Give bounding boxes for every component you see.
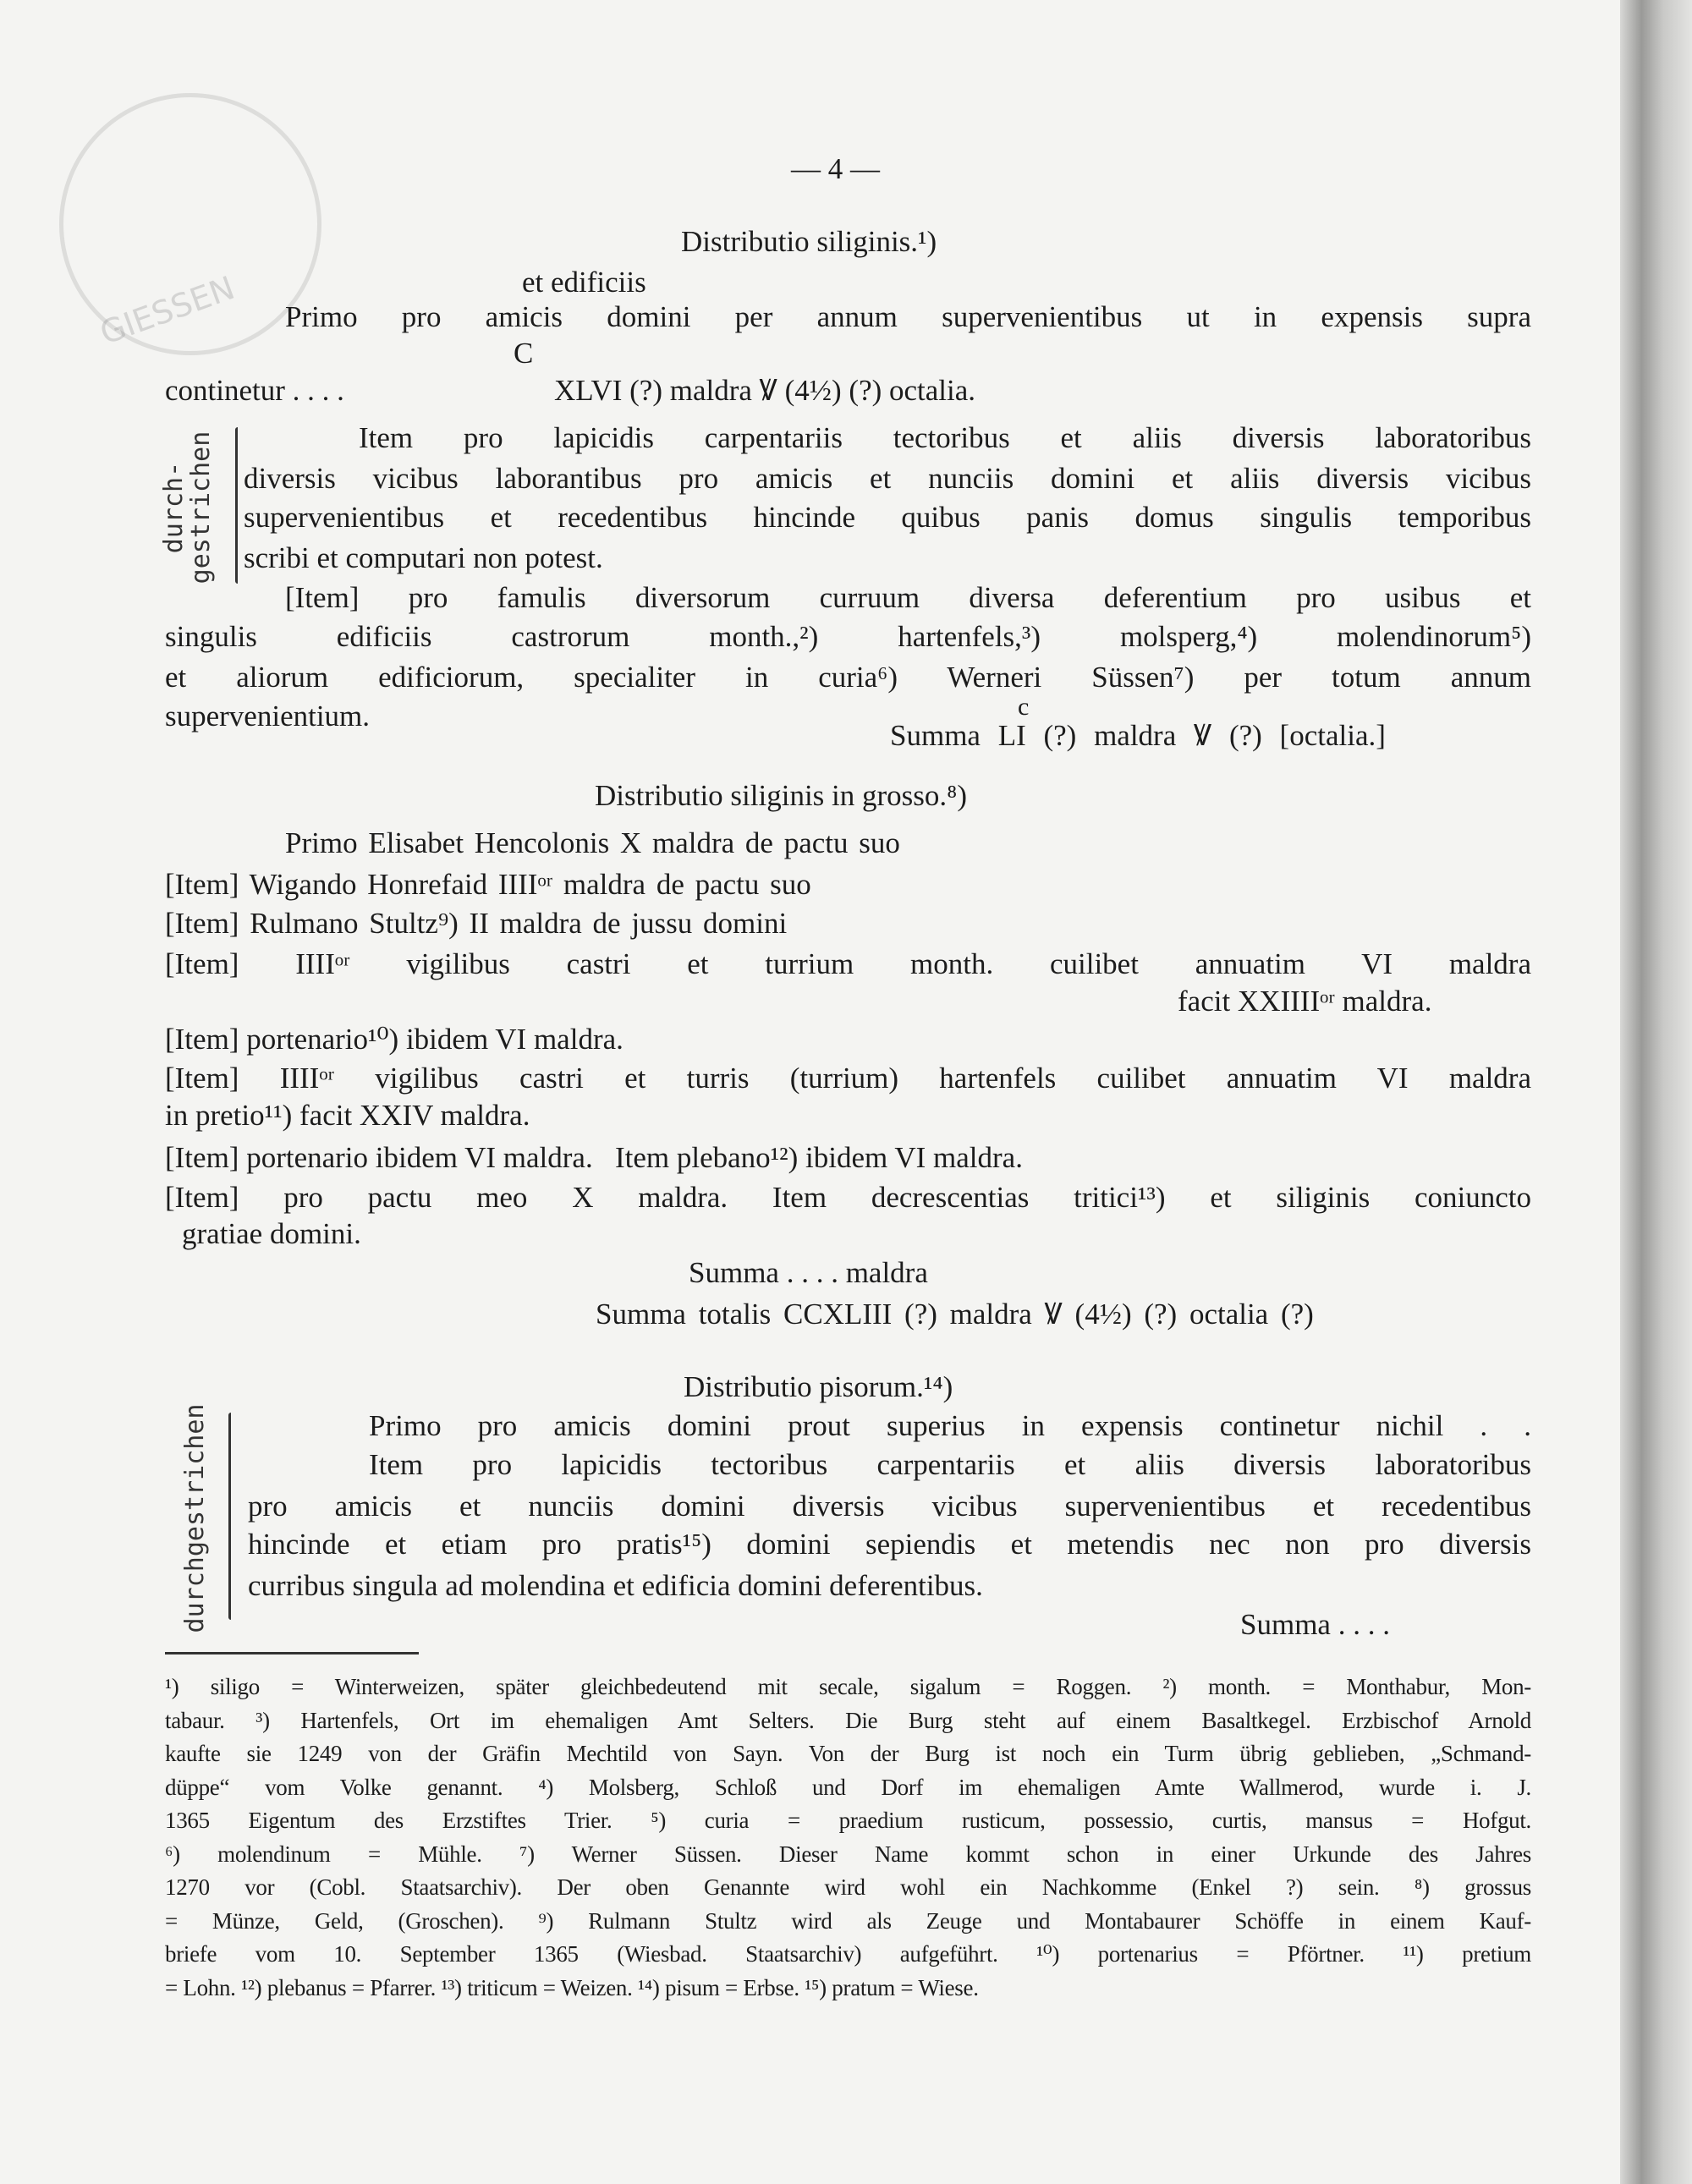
- text-line: Item pro lapicidis carpentariis tectoribus et aliis diversis laboratoribus: [359, 421, 1531, 454]
- text-line: Primo Elisabet Hencolonis X maldra de pactu suo: [285, 826, 900, 859]
- footnote-line: düppe“ vom Volke genannt. ⁴) Molsberg, Schloß und Dorf im ehemaligen Amte Wallmerod, wurde i. J.: [165, 1775, 1531, 1800]
- text-line: facit XXIIIIᵒʳ maldra.: [1178, 985, 1432, 1018]
- text-line: Primo pro amicis domini prout superius in expensis continetur nichil . .: [369, 1409, 1531, 1442]
- footnote-line: briefe vom 10. September 1365 (Wiesbad. Staatsarchiv) aufgeführt. ¹⁰) portenarius = Pförtner. ¹¹) pretium: [165, 1941, 1531, 1967]
- footnote-line: ¹) siligo = Winterweizen, später gleichbedeutend mit secale, sigalum = Roggen. ²) month. = Monthabur, Mon-: [165, 1674, 1531, 1699]
- text-line: [Item] IIIIᵒʳ vigilibus castri et turrium month. cuilibet annuatim VI maldra: [165, 947, 1531, 980]
- text-line: Primo pro amicis domini per annum supervenientibus ut in expensis supra: [285, 300, 1531, 333]
- side-note-struck: durchgestrichen: [180, 1403, 210, 1633]
- text-line: diversis vicibus laborantibus pro amicis et nunciis domini et aliis diversis vicibus: [244, 462, 1531, 495]
- text-line: continetur . . . .: [165, 374, 344, 407]
- section-heading: Distributio pisorum.¹⁴): [684, 1370, 953, 1403]
- text-line: scribi et computari non potest.: [244, 541, 603, 574]
- text-line: pro amicis et nunciis domini diversis vicibus supervenientibus et recedentibus: [248, 1490, 1531, 1523]
- text-line: [Item] portenario ibidem VI maldra. Item plebano¹²) ibidem VI maldra.: [165, 1141, 1023, 1174]
- text-line: XLVI (?) maldra Ꝟ (4½) (?) octalia.: [554, 374, 976, 407]
- section-heading: Distributio siliginis in grosso.⁸): [595, 779, 968, 812]
- footnote-line: 1270 vor (Cobl. Staatsarchiv). Der oben Genannte wird wohl ein Nachkomme (Enkel ?) sein. ⁸) grossus: [165, 1874, 1531, 1900]
- text-line: [Item] Wigando Honrefaid IIIIᵒʳ maldra de pactu suo: [165, 868, 811, 901]
- summa-line: Summa LI (?) maldra Ꝟ (?) [octalia.]: [890, 719, 1386, 752]
- text-line: [Item] pro famulis diversorum curruum diversa deferentium pro usibus et: [285, 581, 1531, 614]
- section-heading: Distributio siliginis.¹): [681, 225, 937, 258]
- text-line: in pretio¹¹) facit XXIV maldra.: [165, 1099, 530, 1132]
- summa-totalis: Summa totalis CCXLIII (?) maldra Ꝟ (4½) (?) octalia (?): [596, 1298, 1314, 1331]
- footnote-line: ⁶) molendinum = Mühle. ⁷) Werner Süssen. Dieser Name kommt schon in einer Urkunde des Jahres: [165, 1841, 1531, 1867]
- text-line: gratiae domini.: [182, 1217, 361, 1250]
- text-line: [Item] portenario¹⁰) ibidem VI maldra.: [165, 1023, 624, 1056]
- text-line: curribus singula ad molendina et edificia domini deferentibus.: [248, 1569, 983, 1602]
- footnote-separator: [165, 1652, 419, 1654]
- text-line: supervenientibus et recedentibus hincinde quibus panis domus singulis temporibus: [244, 501, 1531, 534]
- text-line: singulis edificiis castrorum month.,²) hartenfels,³) molsperg,⁴) molendinorum⁵): [165, 620, 1531, 653]
- text-line: et aliorum edificiorum, specialiter in curia⁶) Werneri Süssen⁷) per totum annum: [165, 661, 1531, 694]
- text-line: [Item] Rulmano Stultz⁹) II maldra de jussu domini: [165, 907, 788, 940]
- interlinear-insert: c: [1018, 693, 1030, 721]
- footnote-line: 1365 Eigentum des Erzstiftes Trier. ⁵) curia = praedium rusticum, possessio, curtis, mansus = Hofgut.: [165, 1808, 1531, 1833]
- text-line: [Item] IIIIᵒʳ vigilibus castri et turris (turrium) hartenfels cuilibet annuatim VI maldra: [165, 1062, 1531, 1095]
- footnote-line: kaufte sie 1249 von der Gräfin Mechtild von Sayn. Von der Burg ist noch ein Turm übrig geblieben, „Schmand-: [165, 1741, 1531, 1766]
- text-line: [Item] pro pactu meo X maldra. Item decrescentias tritici¹³) et siliginis coniuncto: [165, 1181, 1531, 1214]
- footnote-line: tabaur. ³) Hartenfels, Ort im ehemaligen Amt Selters. Die Burg steht auf einem Basaltkegel. Erzbischof Arnold: [165, 1708, 1531, 1733]
- page-number: — 4 —: [791, 152, 880, 185]
- interlinear-insert: et edificiis: [522, 266, 646, 299]
- side-note-struck: durch- gestrichen: [159, 431, 216, 584]
- page-edge-shadow: [1620, 0, 1692, 2184]
- footnote-line: = Lohn. ¹²) plebanus = Pfarrer. ¹³) triticum = Weizen. ¹⁴) pisum = Erbse. ¹⁵) pratum = Wiese.: [165, 1975, 979, 2000]
- text-line: Item pro lapicidis tectoribus carpentariis et aliis diversis laboratoribus: [369, 1448, 1531, 1481]
- summa-line: Summa . . . .: [1240, 1608, 1390, 1641]
- footnote-line: = Münze, Geld, (Groschen). ⁹) Rulmann Stultz wird als Zeuge und Montabaurer Schöffe in einem Kauf-: [165, 1908, 1531, 1934]
- summa-line: Summa . . . . maldra: [689, 1256, 928, 1289]
- interlinear-insert: C: [514, 337, 534, 370]
- text-line: hincinde et etiam pro pratis¹⁵) domini sepiendis et metendis nec non pro diversis: [248, 1528, 1531, 1561]
- text-line: supervenientium.: [165, 700, 371, 733]
- brace: [235, 427, 238, 584]
- brace: [228, 1413, 231, 1620]
- library-stamp: [59, 93, 321, 355]
- stamp-text: GIESSEN: [95, 269, 239, 352]
